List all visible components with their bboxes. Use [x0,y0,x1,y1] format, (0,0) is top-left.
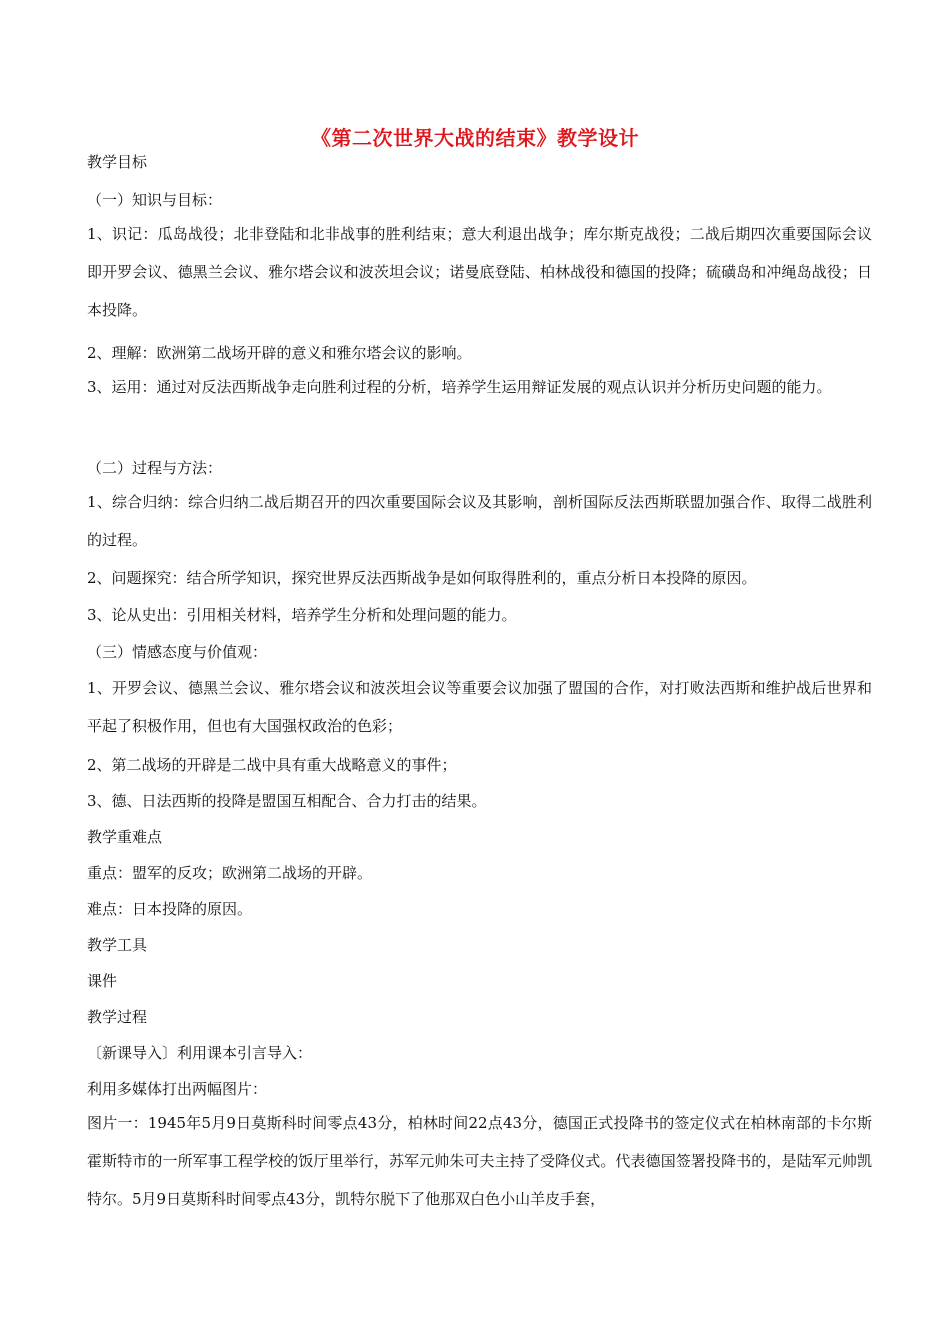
paragraph-understand: 2、理解：欧洲第二战场开辟的意义和雅尔塔会议的影响。 [87,344,472,362]
subsection-values: （三）情感态度与价值观： [87,643,268,661]
subsection-process: （二）过程与方法： [87,459,223,477]
paragraph-conferences: 1、开罗会议、德黑兰会议、雅尔塔会议和波茨坦会议等重要会议加强了盟国的合作，对打败法西斯和维护战后世界和平起了积极作用，但也有大国强权政治的色彩； [87,679,872,735]
section-heading-objectives: 教学目标 [87,153,148,171]
paragraph-intro: 〔新课导入〕利用课本引言导入： [87,1044,313,1062]
section-heading-key-points: 教学重难点 [87,828,163,846]
subsection-knowledge: （一）知识与目标： [87,191,223,209]
section-heading-process: 教学过程 [87,1008,148,1026]
paragraph-summarize: 1、综合归纳：综合归纳二战后期召开的四次重要国际会议及其影响，剖析国际反法西斯联盟加强合作、取得二战胜利的过程。 [87,493,872,549]
section-heading-tools: 教学工具 [87,936,148,954]
paragraph-explore: 2、问题探究：结合所学知识，探究世界反法西斯战争是如何取得胜利的，重点分析日本投降的原因。 [87,569,757,587]
paragraph-multimedia: 利用多媒体打出两幅图片： [87,1080,268,1098]
paragraph-evidence: 3、论从史出：引用相关材料，培养学生分析和处理问题的能力。 [87,606,517,624]
document-title: 《第二次世界大战的结束》教学设计 [311,126,639,150]
paragraph-second-front: 2、第二战场的开辟是二战中具有重大战略意义的事件； [87,756,457,774]
paragraph-key-point: 重点：盟军的反攻；欧洲第二战场的开辟。 [87,864,373,882]
paragraph-surrender: 3、德、日法西斯的投降是盟国互相配合、合力打击的结果。 [87,792,487,810]
paragraph-apply: 3、运用：通过对反法西斯战争走向胜利过程的分析，培养学生运用辩证发展的观点认识并分析历史问题的能力。 [87,378,832,396]
paragraph-difficult-point: 难点：日本投降的原因。 [87,900,253,918]
paragraph-recall: 1、识记：瓜岛战役；北非登陆和北非战事的胜利结束；意大利退出战争；库尔斯克战役；二战后期四次重要国际会议即开罗会议、德黑兰会议、雅尔塔会议和波茨坦会议；诺曼底登陆、柏林战役和德国的投降；硫磺岛和冲绳岛战役；日本投降。 [87,225,872,319]
paragraph-courseware: 课件 [87,972,118,990]
paragraph-picture-one: 图片一：1945年5月9日莫斯科时间零点43分，柏林时间22点43分，德国正式投降书的签定仪式在柏林南部的卡尔斯霍斯特市的一所军事工程学校的饭厅里举行，苏军元帅朱可夫主持了受降仪式。代表德国签署投降书的，是陆军元帅凯特尔。5月9日莫斯科时间零点43分，凯特尔脱下了他那双白色小山羊皮手套， [87,1114,872,1208]
